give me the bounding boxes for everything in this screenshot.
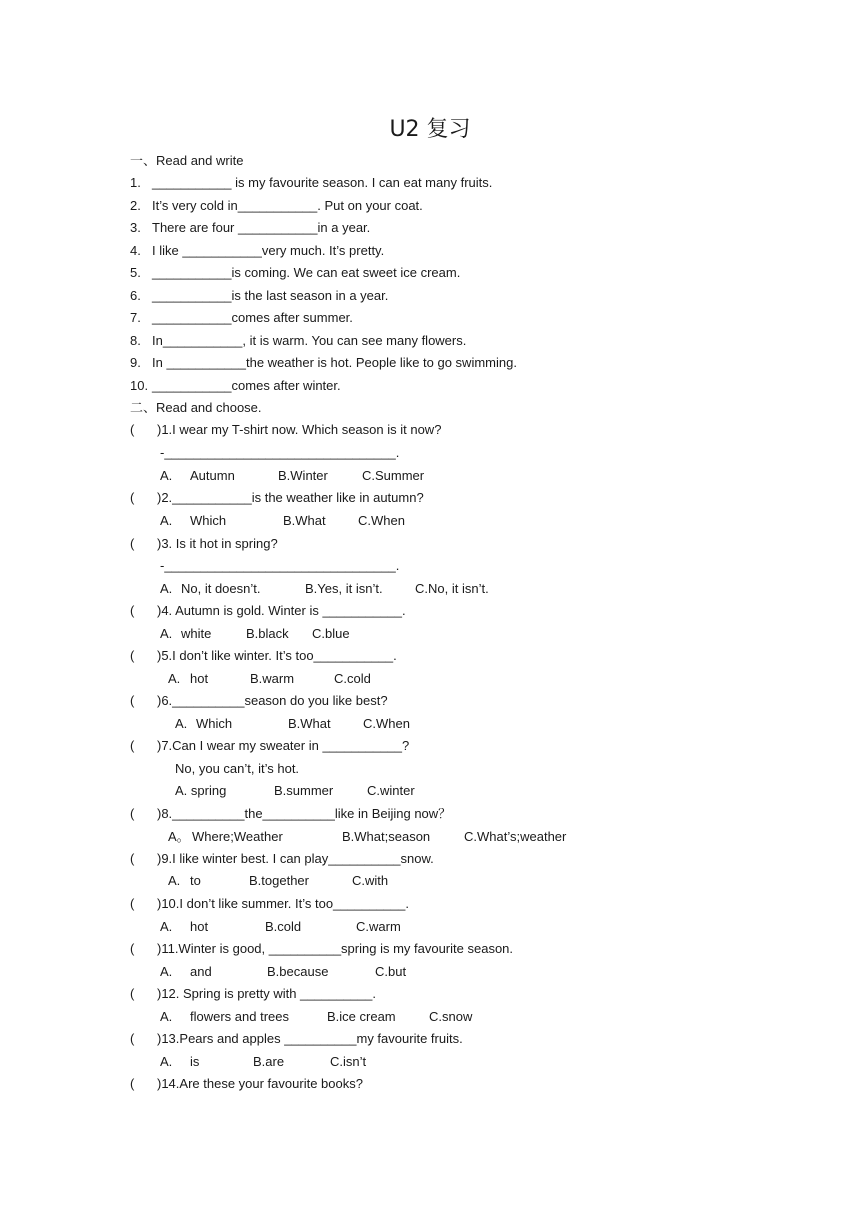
answer-paren: ( <box>130 806 135 821</box>
option-text: C.snow <box>429 1009 473 1024</box>
item-number: 4. <box>130 242 141 258</box>
answer-line: -________________________________. <box>160 445 400 460</box>
item-number: 3. <box>130 220 141 235</box>
option-text: B.together <box>249 873 309 888</box>
option-text: B.What;season <box>342 829 431 844</box>
option-text: C.cold <box>334 671 371 686</box>
question-text: )12. Spring is pretty with __________. <box>157 986 376 1001</box>
option-text: Where;Weather <box>192 829 283 844</box>
section1-heading: 一、Read and write <box>130 153 244 168</box>
answer-paren: ( <box>130 896 135 911</box>
option-a-label: A. <box>175 716 188 731</box>
option-text: C.blue <box>312 626 350 641</box>
option-text: B.are <box>253 1054 285 1069</box>
fill-in-sentence: In ___________the weather is hot. People like to go swimming. <box>152 355 517 370</box>
fill-in-sentence: It’s very cold in___________. Put on your coat. <box>152 197 423 213</box>
option-a-label: A。 <box>168 829 190 844</box>
option-a-label: A. <box>160 919 173 934</box>
answer-paren: ( <box>130 490 135 505</box>
item-number: 9. <box>130 355 141 370</box>
fill-in-sentence: I like ___________very much. It’s pretty. <box>152 242 385 258</box>
question-text: )3. Is it hot in spring? <box>157 536 278 551</box>
option-text: C.When <box>358 513 405 528</box>
question-text: )1.I wear my T-shirt now. Which season is it now? <box>157 422 442 437</box>
option-text: C.No, it isn’t. <box>415 581 489 596</box>
option-a-label: A. <box>160 581 173 596</box>
option-a-label: A. <box>160 964 173 979</box>
item-number: 6. <box>130 287 141 303</box>
question-text: )8.__________the__________like in Beijing now？ <box>157 806 452 821</box>
option-text: Which <box>196 716 233 731</box>
answer-paren: ( <box>130 536 135 551</box>
fill-in-sentence: ___________comes after winter. <box>152 377 341 393</box>
option-text: B.What <box>288 716 331 731</box>
question-text: )9.I like winter best. I can play__________snow. <box>157 851 434 866</box>
item-number: 8. <box>130 332 141 348</box>
item-number: 10. <box>130 377 149 393</box>
fill-in-sentence: In___________, it is warm. You can see many flowers. <box>152 332 467 348</box>
question-text: )10.I don’t like summer. It’s too__________. <box>157 896 409 911</box>
answer-paren: ( <box>130 941 135 956</box>
section2-heading: 二、Read and choose. <box>130 400 262 415</box>
option-text: No, it doesn’t. <box>181 581 261 596</box>
option-text: hot <box>190 671 209 686</box>
option-text: B.because <box>267 964 329 979</box>
question-text: )5.I don’t like winter. It’s too___________. <box>157 648 397 663</box>
fill-in-sentence: ___________is the last season in a year. <box>152 287 389 303</box>
option-text: Autumn <box>190 468 235 483</box>
answer-paren: ( <box>130 603 135 618</box>
option-text: and <box>190 964 212 979</box>
option-text: B.black <box>246 626 289 641</box>
fill-in-sentence: ___________comes after summer. <box>152 310 353 325</box>
option-text: white <box>181 626 212 641</box>
question-text: )2.___________is the weather like in autumn? <box>157 490 424 505</box>
option-text: is <box>190 1054 200 1069</box>
option-text: B.Winter <box>278 468 328 483</box>
fill-in-sentence: ___________is coming. We can eat sweet ice cream. <box>152 265 461 280</box>
item-number: 7. <box>130 310 141 325</box>
page-title: U2 复习 <box>389 117 471 142</box>
option-text: C.Summer <box>362 468 425 483</box>
answer-line: -________________________________. <box>160 558 400 573</box>
answer-paren: ( <box>130 648 135 663</box>
question-text: )13.Pears and apples __________my favourite fruits. <box>157 1031 463 1046</box>
option-text: hot <box>190 919 209 934</box>
fill-in-sentence: There are four ___________in a year. <box>152 220 371 235</box>
question-text: )4. Autumn is gold. Winter is ___________. <box>157 603 406 618</box>
question-text: )14.Are these your favourite books? <box>157 1076 363 1091</box>
option-text: B.ice cream <box>327 1009 396 1024</box>
question-text: )7.Can I wear my sweater in ___________? <box>157 738 410 753</box>
option-text: C.but <box>375 964 407 979</box>
fill-in-sentence: ___________ is my favourite season. I can eat many fruits. <box>152 175 493 190</box>
answer-paren: ( <box>130 738 135 753</box>
option-text: Which <box>190 513 227 528</box>
item-number: 5. <box>130 265 141 280</box>
option-text: to <box>190 873 201 888</box>
option-text: C.with <box>352 873 389 888</box>
answer-paren: ( <box>130 422 135 437</box>
option-text: C.isn’t <box>330 1054 367 1069</box>
answer-paren: ( <box>130 1076 135 1091</box>
item-number: 1. <box>130 175 141 190</box>
item-number: 2. <box>130 197 141 213</box>
question-text: )6.__________season do you like best? <box>157 693 388 708</box>
option-a-label: A. <box>160 1054 173 1069</box>
option-text: B.Yes, it isn’t. <box>305 581 383 596</box>
option-a-label: A. <box>160 468 173 483</box>
option-a-label: A. <box>168 671 181 686</box>
option-a-label: A. <box>168 873 181 888</box>
option-text: B.summer <box>274 783 334 798</box>
answer-paren: ( <box>130 851 135 866</box>
option-text: B.What <box>283 513 326 528</box>
option-text: B.warm <box>250 671 295 686</box>
answer-line: No, you can’t, it’s hot. <box>175 761 300 776</box>
option-text: B.cold <box>265 919 302 934</box>
answer-paren: ( <box>130 1031 135 1046</box>
answer-paren: ( <box>130 693 135 708</box>
option-text: C.warm <box>356 919 401 934</box>
option-a-label: A. <box>160 513 173 528</box>
answer-paren: ( <box>130 986 135 1001</box>
option-text: C.winter <box>367 783 415 798</box>
question-text: )11.Winter is good, __________spring is my favourite season. <box>157 941 514 956</box>
option-a-label: A. <box>160 626 173 641</box>
option-text: C.When <box>363 716 410 731</box>
option-a-label: A. spring <box>175 783 227 798</box>
option-text: C.What’s;weather <box>464 829 567 844</box>
option-a-label: A. <box>160 1009 173 1024</box>
option-text: flowers and trees <box>190 1009 289 1024</box>
